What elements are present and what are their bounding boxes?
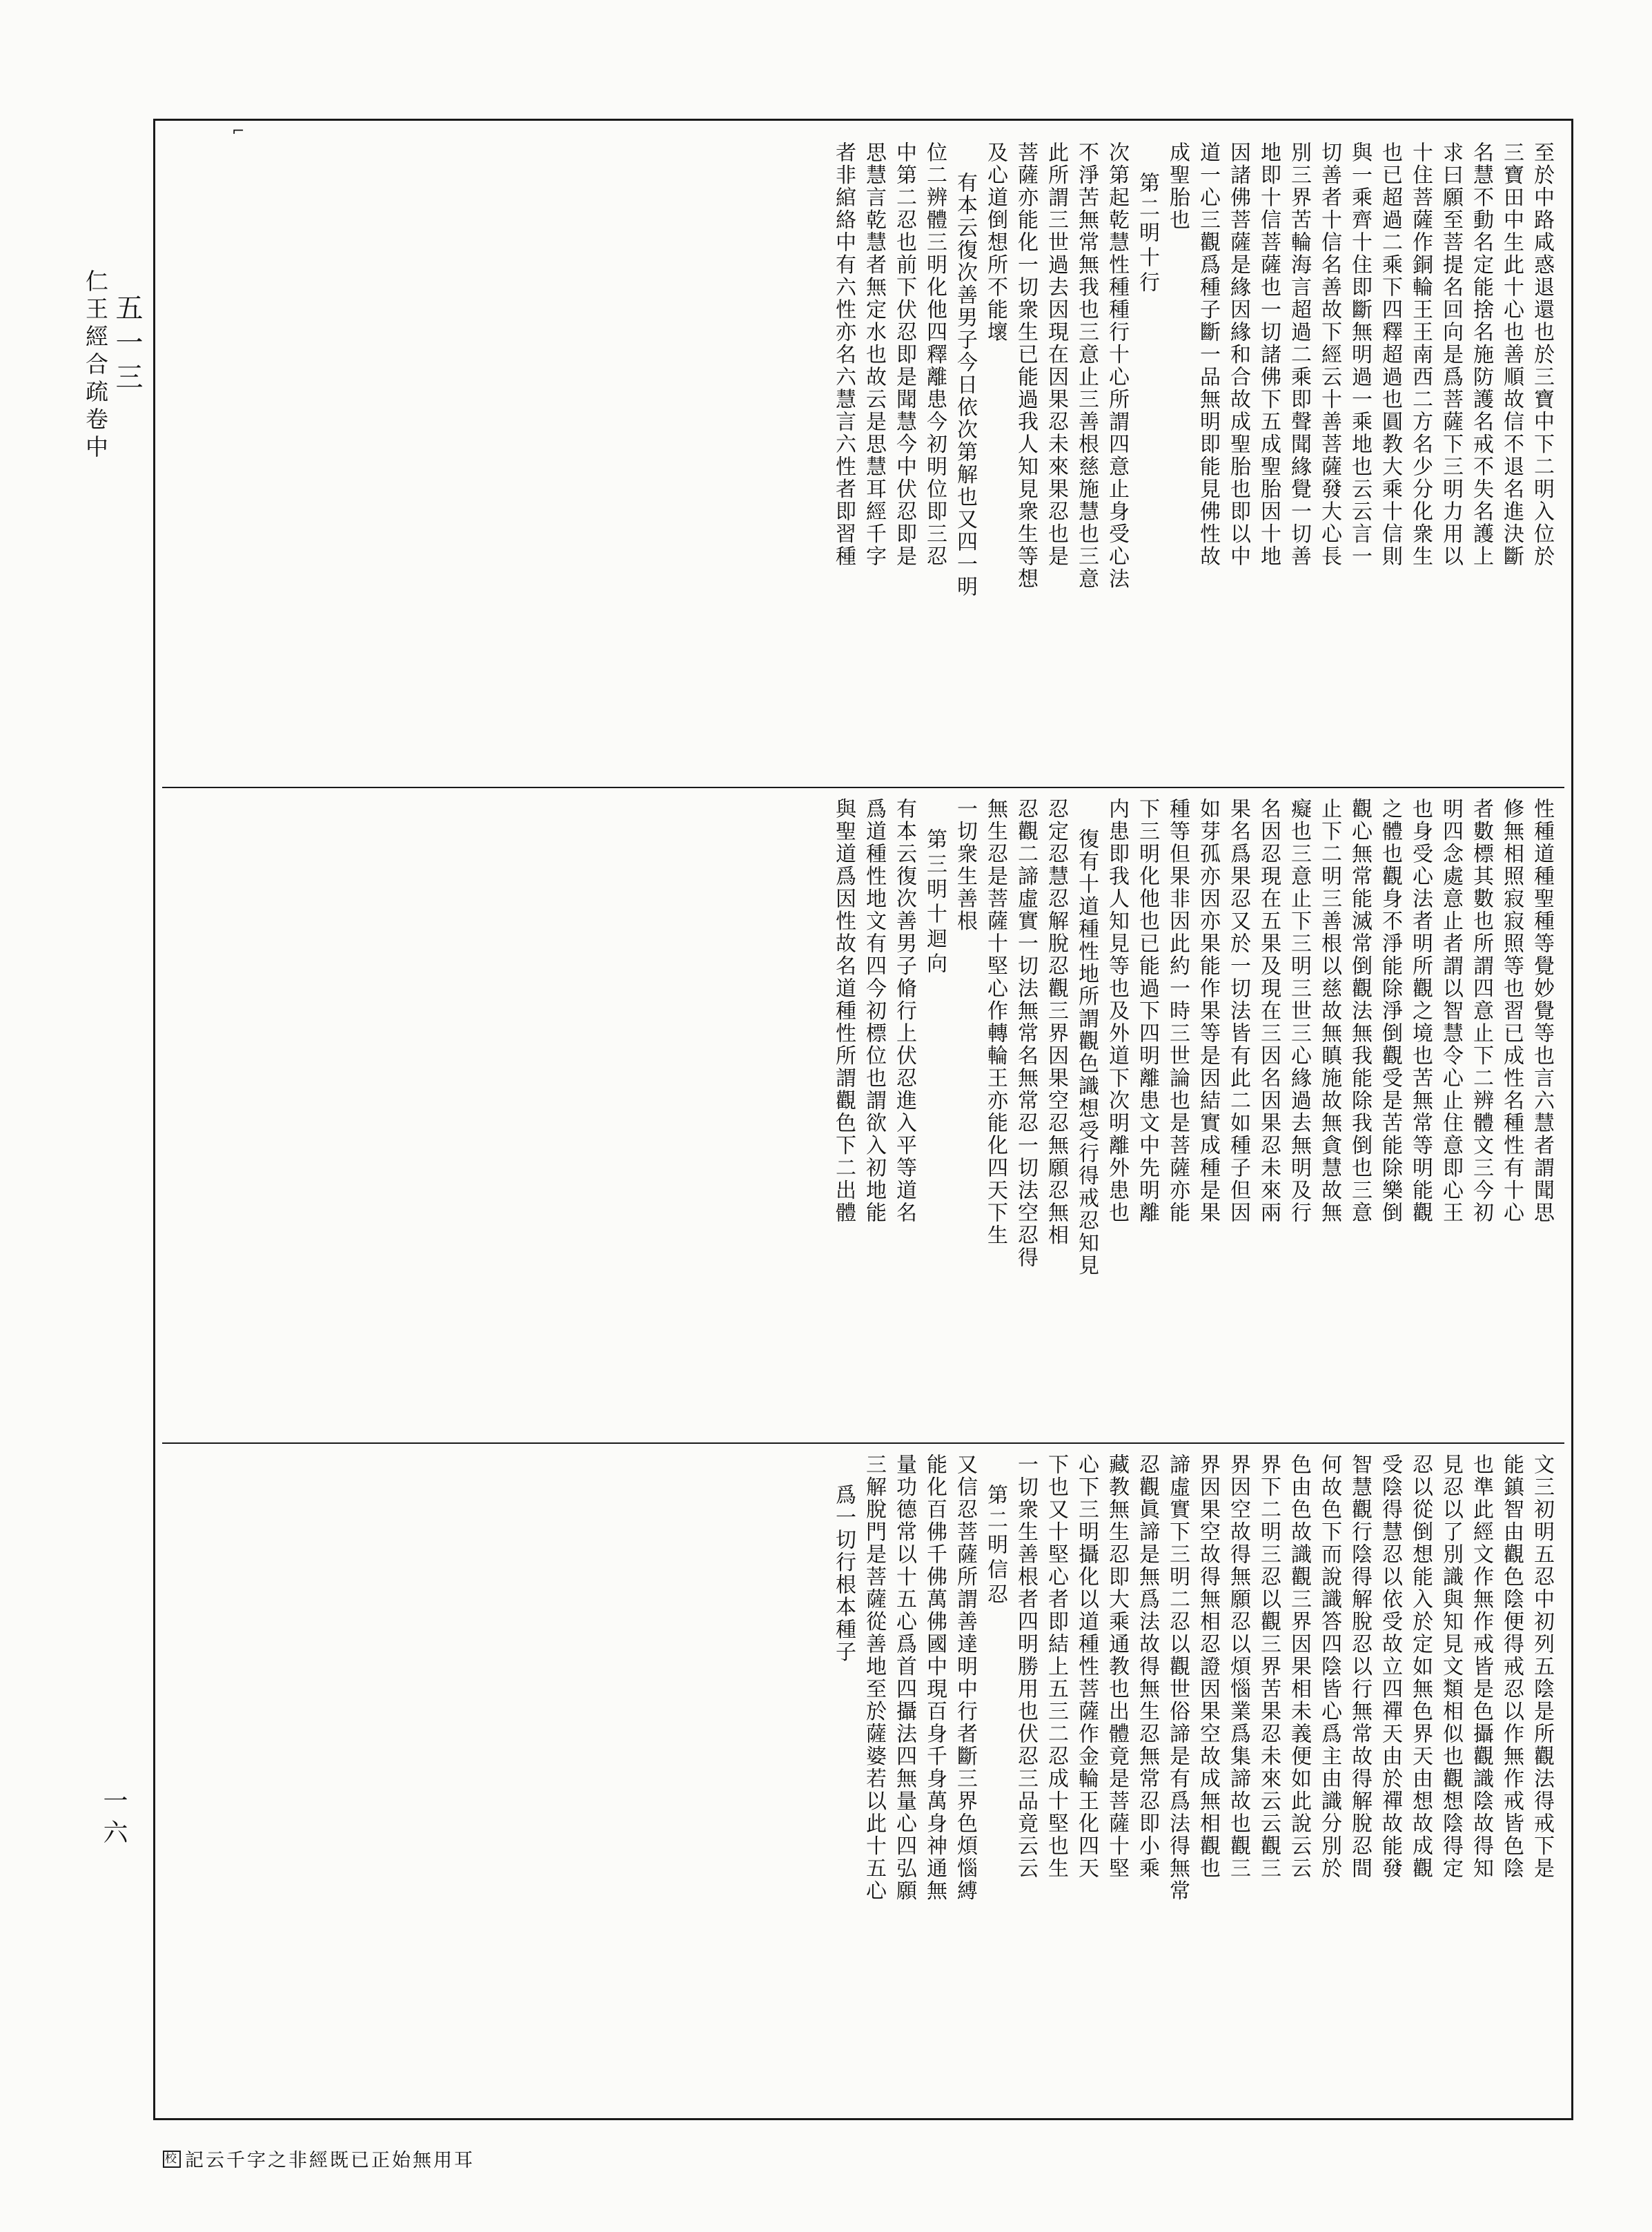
text-column: 道一心三觀爲種子斷一品無明即能見佛性故 <box>1196 141 1220 568</box>
text-column: 心下三明攝化以道種性菩薩作金輪王化四天 <box>1074 1453 1099 1880</box>
left-margin-block <box>66 228 142 462</box>
section-heading: 第二明十行 <box>1135 172 1159 296</box>
text-column: 之體也觀身不淨能除淨倒觀受是苦能除樂倒 <box>1378 798 1402 1224</box>
text-column: 何故色下而說識答四陰皆心爲主由識分別於 <box>1317 1453 1341 1880</box>
text-column: 觀心無常能滅常倒觀法無我能除我倒也三意 <box>1348 798 1372 1224</box>
text-column: 如芽孤亦因亦果能作果等是因結實成種是果 <box>1196 798 1220 1224</box>
text-band-2 <box>162 787 1564 1442</box>
text-column: 三寶田中生此十心也善順故信不退名進決斷 <box>1499 141 1524 568</box>
text-column: 無生忍是菩薩十堅心作轉輪王亦能化四天下生 <box>983 798 1007 1247</box>
text-column: 界因空故得無願忍以煩惱業爲集諦故也觀三 <box>1226 1453 1250 1880</box>
text-column: 中第二忍也前下伏忍即是聞慧今中伏忍即是 <box>892 141 916 568</box>
section-heading: 第二明信忍 <box>983 1483 1007 1608</box>
text-column: 藏教無生忍即大乘通教也出體竟是菩薩十堅 <box>1105 1453 1129 1880</box>
footnote <box>163 2145 1543 2172</box>
text-column: 界因果空故得無相忍證因果空故成無相觀也 <box>1196 1453 1220 1880</box>
text-column: 性種道種聖種等覺妙覺等也言六慧者謂聞思 <box>1530 798 1554 1224</box>
text-column: 爲道種性地文有四今初標位也謂欲入初地能 <box>862 798 886 1224</box>
text-column: 一切衆生善根 <box>953 798 977 933</box>
text-column: 忍以從倒想能入於定如無色界天由想故成觀 <box>1408 1453 1433 1880</box>
text-column: 癡也三意止下三明三世三心緣過去無明及行 <box>1287 798 1311 1224</box>
text-column: 十住菩薩作銅輪王王南西二方名少分化衆生 <box>1408 141 1433 568</box>
text-column: 三解脫門是菩薩從善地至於薩婆若以此十五心 <box>862 1453 886 1902</box>
text-column: 次第起乾慧性種種行十心所謂四意止身受心法 <box>1105 141 1129 590</box>
footnote-marker: 校 <box>163 2151 181 2168</box>
text-column: 思慧言乾慧者無定水也故云是思慧耳經千字 <box>862 141 886 568</box>
text-column: 復有十道種性地所謂觀色識想受行得戒忍知見 <box>1074 828 1099 1277</box>
text-column: 下三明化他也已能過下四明離患文中先明離 <box>1135 798 1159 1224</box>
text-column: 菩薩亦能化一切衆生已能過我人知見衆生等想 <box>1014 141 1038 590</box>
text-column: 名慧不動名定能捨名施防護名戒不失名護上 <box>1469 141 1493 568</box>
text-column: 種等但果非因此約一時三世論也是菩薩亦能 <box>1166 798 1190 1224</box>
page-number-bottom: 一六 <box>99 1788 128 1851</box>
section-heading: 第三明十迴向 <box>923 828 947 978</box>
text-column: 能化百佛千佛萬佛國中現百身千身萬身神通無 <box>923 1453 947 1902</box>
text-frame <box>153 119 1573 2120</box>
text-column: 因諸佛菩薩是緣因緣和合故成聖胎也即以中 <box>1226 141 1250 568</box>
text-column: 名因忍現在五果及現在三因名因果忍未來兩 <box>1257 798 1281 1224</box>
text-column: 見忍以了別識與知見文類相似也觀想陰得定 <box>1439 1453 1463 1880</box>
text-column: 與一乘齊十住即斷無明過一乘地也云云言一 <box>1348 141 1372 568</box>
text-column: 也準此經文作無作戒皆是色攝觀識陰故得知 <box>1469 1453 1493 1880</box>
text-band-1 <box>162 132 1564 787</box>
text-column: 也身受心法者明所觀之境也苦無常等明能觀 <box>1408 798 1433 1224</box>
text-column: 文三初明五忍中初列五陰是所觀法得戒下是 <box>1530 1453 1554 1880</box>
text-column: 智慧觀行陰得解脫忍以行無常故得解脫忍間 <box>1348 1453 1372 1880</box>
text-column: 能鎮智由觀色陰便得戒忍以作無作戒皆色陰 <box>1499 1453 1524 1880</box>
text-column: 果名爲果忍又於一切法皆有此二如種子但因 <box>1226 798 1250 1224</box>
text-column: 内患即我人知見等也及外道下次明離外患也 <box>1105 798 1129 1224</box>
text-column: 切善者十信名善故下經云十善菩薩發大心長 <box>1317 141 1341 568</box>
text-column: 又信忍菩薩所謂善達明中行者斷三界色煩惱縛 <box>953 1453 977 1902</box>
text-column: 成聖胎也 <box>1166 141 1190 231</box>
text-column: 下也又十堅心者即結上五三二忍成十堅也生 <box>1044 1453 1068 1880</box>
text-column: 有本云復次善男子今日依次第解也又四一明 <box>953 172 977 598</box>
text-column: 位二辨體三明化他四釋離患今初明位即三忍 <box>923 141 947 568</box>
text-column: 修無相照寂寂照等也習已成性名種性有十心 <box>1499 798 1524 1224</box>
text-column: 求曰願至菩提名回向是爲菩薩下三明力用以 <box>1439 141 1463 568</box>
text-column: 忍觀眞諦是無爲法故得無生忍無常忍即小乘 <box>1135 1453 1159 1880</box>
text-column: 一切衆生善根者四明勝用也伏忍三品竟云云 <box>1014 1453 1038 1880</box>
text-column: 者非綰絡中有六性亦名六慧言六性者即習種 <box>832 141 856 568</box>
text-column: 忍觀二諦虛實一切法無常名無常忍一切法空忍得 <box>1014 798 1038 1269</box>
text-column: 別三界苦輪海言超過二乘即聲聞緣覺一切善 <box>1287 141 1311 568</box>
text-column: 及心道倒想所不能壞 <box>983 141 1007 344</box>
text-column: 色由色故識觀三界因果相未義便如此說云云 <box>1287 1453 1311 1880</box>
running-title: 仁王經合疏卷中 <box>82 269 109 462</box>
text-column: 有本云復次善男子脩行上伏忍進入平等道名 <box>892 798 916 1224</box>
text-column: 忍定忍慧忍解脫忍觀三界因果空忍無願忍無相 <box>1044 798 1068 1247</box>
text-column: 諦虛實下三明二忍以觀世俗諦是有爲法得無常 <box>1166 1453 1190 1902</box>
text-column: 爲一切行根本種子 <box>832 1483 856 1663</box>
text-column: 不淨苦無常無我也三意止三善根慈施慧也三意 <box>1074 141 1099 590</box>
text-column: 界下二明三忍以觀三界苦果忍未來云云觀三 <box>1257 1453 1281 1880</box>
text-column: 止下二明三善根以慈故無瞋施故無貪慧故無 <box>1317 798 1341 1224</box>
text-column: 至於中路咸惑退還也於三寶中下二明入位於 <box>1530 141 1554 568</box>
text-column: 此所謂三世過去因現在因果忍未來果忍也是 <box>1044 141 1068 568</box>
text-column: 地即十信菩薩也一切諸佛下五成聖胎因十地 <box>1257 141 1281 568</box>
text-column: 量功德常以十五心爲首四攝法四無量心四弘願 <box>892 1453 916 1902</box>
text-column: 者數標其數也所謂四意止下二辨體文三今初 <box>1469 798 1493 1224</box>
page-number-top: 五一三 <box>111 293 143 397</box>
text-band-3 <box>162 1442 1564 2111</box>
text-column: 也已超過二乘下四釋超過也圓教大乘十信則 <box>1378 141 1402 568</box>
text-column: 與聖道爲因性故名道種性所謂觀色下二出體 <box>832 798 856 1224</box>
text-column: 受陰得慧忍以依受故立四禪天由於禪故能發 <box>1378 1453 1402 1880</box>
text-column: 明四念處意止者謂以智慧令心止住意即心王 <box>1439 798 1463 1224</box>
footnote-text: 記云千字之非經既已正始無用耳 <box>185 2150 475 2171</box>
edge-tick-mark: ⌐ <box>232 123 245 140</box>
